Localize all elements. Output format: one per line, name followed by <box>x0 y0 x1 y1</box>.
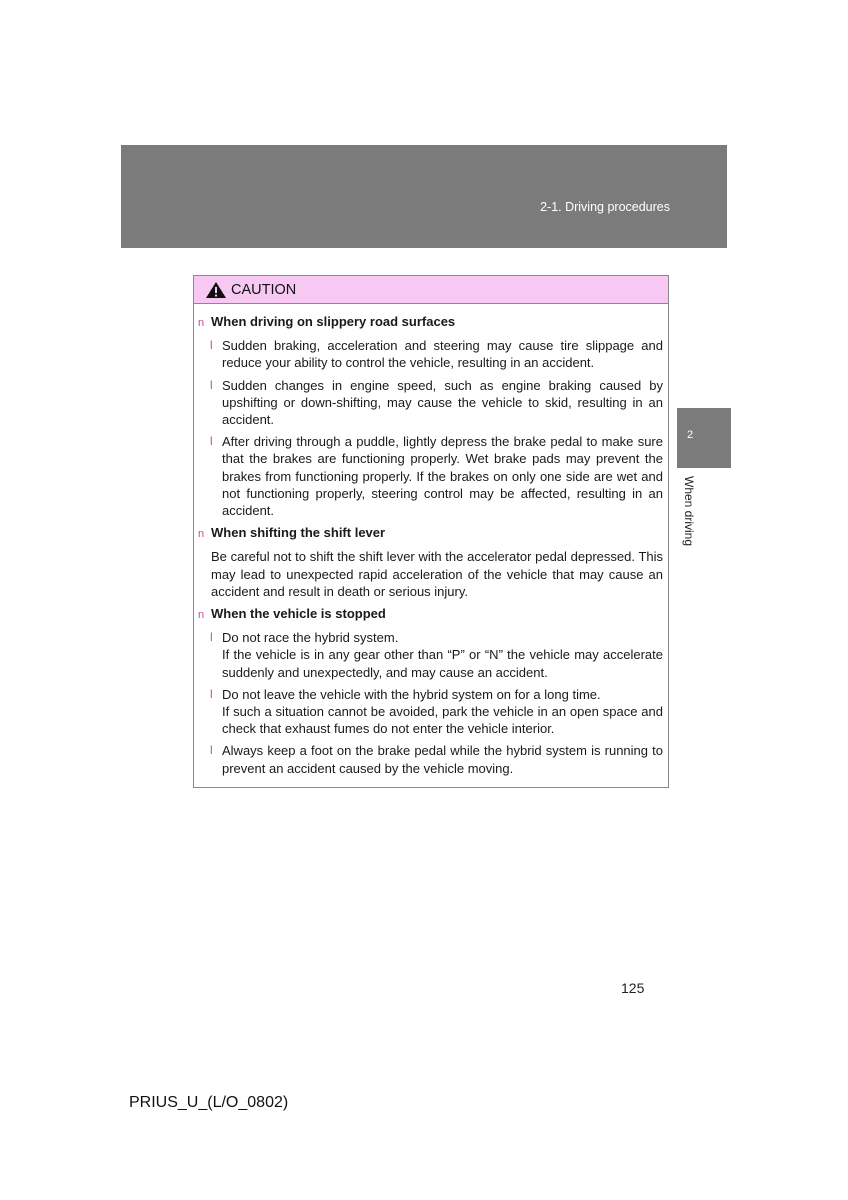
caution-header <box>194 276 668 304</box>
bullet-icon: l <box>210 338 213 353</box>
caution-title: CAUTION <box>231 281 297 298</box>
section-heading: n When the vehicle is stopped <box>198 605 663 624</box>
bullet-icon: l <box>210 686 213 701</box>
chapter-label: When driving <box>682 476 696 547</box>
bullet-icon: l <box>210 377 213 392</box>
section-bullet-icon: n <box>198 609 205 622</box>
section-bullet-icon: n <box>198 317 205 329</box>
section-title: 2-1. Driving procedures <box>540 200 670 214</box>
list-item: l Sudden changes in engine speed, such as engine braking caused by upshifting or down-shifting, may cause the vehicle to skid, resulting in an accident. <box>210 377 663 428</box>
warning-triangle-icon <box>205 281 227 299</box>
list-item: l Do not leave the vehicle with the hybrid system on for a long time. If such a situation cannot be avoided, park the vehicle in an open space and check that exhaust fumes do not enter the vehicle interior. <box>210 686 663 737</box>
bullet-icon: l <box>210 434 213 449</box>
caution-body <box>194 304 668 777</box>
list-item: l Sudden braking, acceleration and steering may cause tire slippage and reduce your ability to control the vehicle, resulting in an accident. <box>210 338 663 371</box>
list-item: l Always keep a foot on the brake pedal while the hybrid system is running to prevent an accident caused by the vehicle moving. <box>210 743 663 776</box>
chapter-tab <box>677 408 731 468</box>
page-number: 125 <box>621 980 645 996</box>
bullet-icon: l <box>210 630 213 645</box>
chapter-number: 2 <box>687 429 694 441</box>
list-item: l After driving through a puddle, lightly depress the brake pedal to make sure that the brakes are functioning properly. Wet brake pads may prevent the brakes from functioning properly. If the brakes on only one side are wet and not functioning properly, steering control may be affected, resulting in an accident. <box>210 434 663 519</box>
caution-box <box>193 275 669 788</box>
section-paragraph: Be careful not to shift the shift lever with the accelerator pedal depressed. This may lead to unexpected rapid acceleration of the vehicle that may cause an accident and result in death or serious injury. <box>211 549 663 599</box>
section-heading: n When driving on slippery road surfaces <box>198 313 663 332</box>
bullet-icon: l <box>210 743 213 758</box>
header-band <box>121 145 727 248</box>
document-code: PRIUS_U_(L/O_0802) <box>129 1094 289 1111</box>
list-item: l Do not race the hybrid system. If the vehicle is in any gear other than “P” or “N” the vehicle may accelerate suddenly and unexpectedly, and may cause an accident. <box>210 630 663 680</box>
section-bullet-icon: n <box>198 528 205 541</box>
section-heading: n When shifting the shift lever <box>198 524 663 543</box>
